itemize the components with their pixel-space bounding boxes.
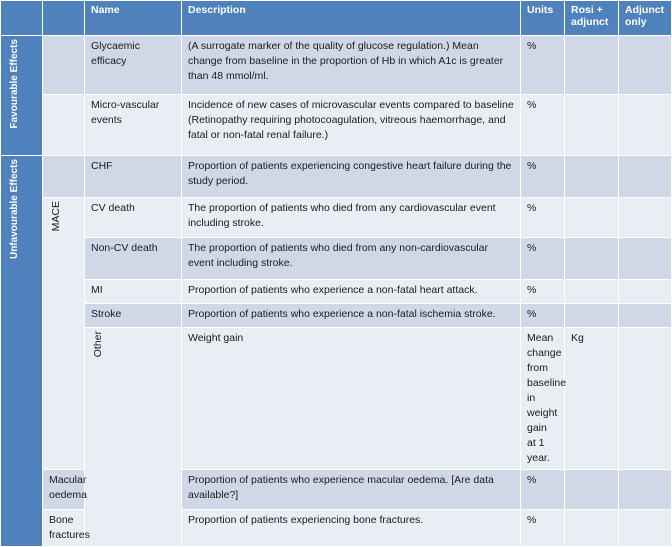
row-name: Bone fractures	[43, 510, 85, 547]
row-units: %	[521, 238, 565, 280]
row-description: (A surrogate marker of the quality of glucose regulation.) Mean change from baseline in the proportion of Hb in which A1c is greater than 48 mmol/ml.	[182, 36, 521, 95]
row-units: %	[521, 36, 565, 95]
row-rosi-adjunct	[565, 238, 619, 280]
header-row	[1, 1, 672, 36]
row-rosi-adjunct	[565, 304, 619, 328]
row-description: Mean change from baseline in weight gain at 1 year.	[521, 328, 565, 470]
table-row	[1, 95, 672, 156]
other-group	[85, 328, 182, 547]
header-blank-1	[1, 1, 43, 36]
row-units: %	[521, 156, 565, 198]
row-description: Proportion of patients who experience a non-fatal ischemia stroke.	[182, 304, 521, 328]
subgroup-blank-cell	[43, 36, 85, 95]
favourable-effects-label: Favourable Effects	[9, 39, 20, 129]
row-name: MI	[85, 280, 182, 304]
row-rosi-adjunct	[565, 280, 619, 304]
table-row	[1, 304, 672, 328]
row-adjunct-only	[619, 510, 672, 547]
row-name: Non-CV death	[85, 238, 182, 280]
row-units: Kg	[565, 328, 619, 470]
favourable-effects-band	[1, 36, 43, 156]
row-adjunct-only	[619, 198, 672, 238]
row-rosi-adjunct	[565, 95, 619, 156]
row-description: Proportion of patients who experience macular oedema. [Are data available?]	[182, 470, 521, 510]
mace-label: MACE	[50, 201, 62, 232]
row-units: %	[521, 280, 565, 304]
row-name: Weight gain	[182, 328, 521, 470]
row-rosi-adjunct	[565, 198, 619, 238]
row-description: Proportion of patients experiencing bone fractures.	[182, 510, 521, 547]
header-description: Description	[182, 1, 521, 36]
row-units: %	[521, 198, 565, 238]
row-rosi-adjunct	[565, 510, 619, 547]
unfavourable-effects-band	[1, 156, 43, 547]
row-name: CV death	[85, 198, 182, 238]
subgroup-blank-cell	[43, 156, 85, 198]
row-units: %	[521, 304, 565, 328]
row-description: Proportion of patients who experience a non-fatal heart attack.	[182, 280, 521, 304]
row-rosi-adjunct	[565, 36, 619, 95]
mace-group	[43, 198, 85, 470]
row-description: Incidence of new cases of microvascular events compared to baseline (Retinopathy requiring photocoagulation, vitreous haemorrhage, and fatal or non-fatal renal failure.)	[182, 95, 521, 156]
table-row	[1, 280, 672, 304]
table-row	[1, 328, 672, 470]
header-name: Name	[85, 1, 182, 36]
subgroup-blank-cell	[43, 95, 85, 156]
table-row	[1, 198, 672, 238]
row-description: The proportion of patients who died from any non-cardiovascular event including stroke.	[182, 238, 521, 280]
row-name: Micro-vascular events	[85, 95, 182, 156]
row-rosi-adjunct	[619, 328, 672, 470]
row-name: Glycaemic efficacy	[85, 36, 182, 95]
header-blank-2	[43, 1, 85, 36]
row-adjunct-only	[619, 470, 672, 510]
row-adjunct-only	[619, 95, 672, 156]
row-adjunct-only	[619, 280, 672, 304]
row-rosi-adjunct	[565, 470, 619, 510]
row-units: %	[521, 95, 565, 156]
unfavourable-effects-label: Unfavourable Effects	[9, 159, 20, 260]
row-units: %	[521, 470, 565, 510]
row-name: CHF	[85, 156, 182, 198]
header-rosi-adjunct: Rosi + adjunct	[565, 1, 619, 36]
table-row	[1, 238, 672, 280]
row-name: Macular oedema	[43, 470, 85, 510]
table-row	[1, 36, 672, 95]
row-description: The proportion of patients who died from any cardiovascular event including stroke.	[182, 198, 521, 238]
other-label: Other	[92, 331, 104, 358]
row-units: %	[521, 510, 565, 547]
row-adjunct-only	[619, 238, 672, 280]
row-name: Stroke	[85, 304, 182, 328]
row-rosi-adjunct	[565, 156, 619, 198]
row-adjunct-only	[619, 304, 672, 328]
row-adjunct-only	[619, 36, 672, 95]
row-adjunct-only	[619, 156, 672, 198]
header-units: Units	[521, 1, 565, 36]
row-description: Proportion of patients experiencing congestive heart failure during the study period.	[182, 156, 521, 198]
header-adjunct-only: Adjunct only	[619, 1, 672, 36]
table-row	[1, 156, 672, 198]
